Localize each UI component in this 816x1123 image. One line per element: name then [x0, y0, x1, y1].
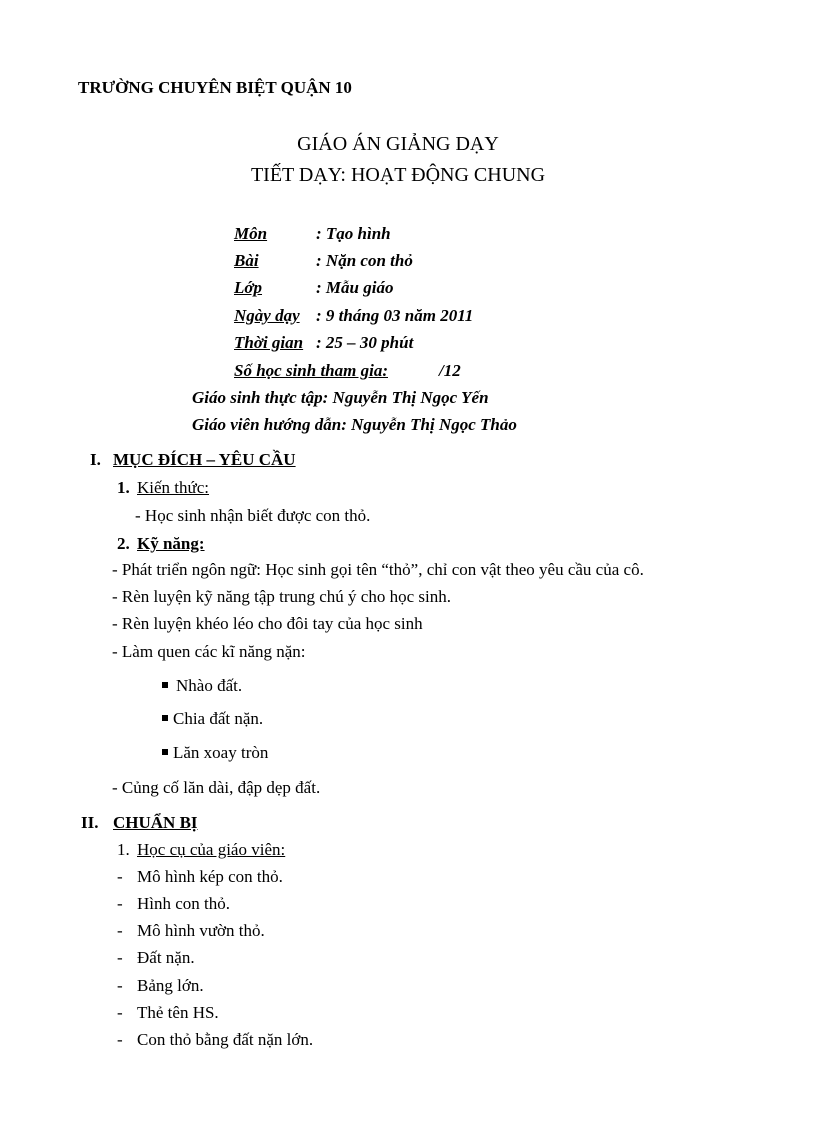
skill-line: - Làm quen các kĩ năng nặn: [112, 642, 306, 661]
list-item-text: Thẻ tên HS. [137, 1003, 219, 1022]
page-subtitle: TIẾT DẠY: HOẠT ĐỘNG CHUNG [250, 164, 546, 186]
subsection-knowledge [117, 478, 417, 500]
section-1-heading [90, 450, 490, 472]
section-2-heading [81, 813, 481, 835]
subsection-skills [117, 534, 417, 556]
subsection-number: 2. [117, 534, 130, 553]
list-item: - Bảng lớn. [117, 976, 204, 995]
list-item: - Thẻ tên HS. [117, 1003, 219, 1022]
list-item: - Mô hình vườn thỏ. [117, 921, 265, 940]
info-label: Môn [234, 224, 268, 243]
skill-line: - Rèn luyện khéo léo cho đôi tay của học sinh [112, 614, 423, 633]
list-item: - Con thỏ bằng đất nặn lớn. [117, 1030, 314, 1049]
skill-bullet-item: Nhào đất. [176, 676, 243, 695]
section-number: I. [90, 450, 101, 469]
info-row-lesson [0, 251, 816, 271]
subsection-number: 1. [117, 478, 130, 497]
list-item-text: Đất nặn. [137, 948, 195, 967]
info-label: Thời gian [234, 333, 304, 352]
section-title: CHUẨN BỊ [113, 813, 198, 832]
info-label: Ngày dạy [234, 306, 300, 325]
square-bullet-icon [162, 749, 168, 755]
info-value: : Mẫu giáo [316, 278, 394, 297]
skill-line: - Phát triển ngôn ngữ: Học sinh gọi tên “thỏ”, chỉ con vật theo yêu cầu của cô. [112, 560, 644, 579]
info-value: : Nặn con thỏ [316, 251, 413, 270]
subsection-title: Kiến thức: [137, 478, 210, 497]
list-item-text: Mô hình vườn thỏ. [137, 921, 265, 940]
subsection-teacher-materials [117, 840, 417, 862]
info-label: Bài [234, 251, 259, 270]
school-name: TRƯỜNG CHUYÊN BIỆT QUẬN 10 [78, 78, 352, 97]
list-item: - Đất nặn. [117, 948, 195, 967]
guide-teacher: Giáo viên hướng dẫn: Nguyễn Thị Ngọc Thảo [192, 415, 517, 434]
page-title: GIÁO ÁN GIẢNG DẠY [297, 133, 499, 155]
info-value: /12 [439, 361, 461, 380]
section-number: II. [81, 813, 99, 832]
info-row-date [0, 306, 816, 326]
skill-bullet-item: Lăn xoay tròn [173, 743, 269, 762]
info-row-duration [0, 333, 816, 353]
subsection-title: Học cụ của giáo viên: [137, 840, 286, 859]
info-value: : 9 tháng 03 năm 2011 [316, 306, 474, 325]
info-row-subject [0, 224, 816, 244]
student-teacher: Giáo sinh thực tập: Nguyễn Thị Ngọc Yến [192, 388, 489, 407]
skill-line: - Rèn luyện kỹ năng tập trung chú ý cho học sinh. [112, 587, 451, 606]
info-row-class [0, 278, 816, 298]
list-item-text: Hình con thỏ. [137, 894, 231, 913]
section-title: MỤC ĐÍCH – YÊU CẦU [113, 450, 296, 469]
subsection-number: 1. [117, 840, 130, 859]
subsection-title: Kỹ năng: [137, 534, 205, 553]
skill-line: - Củng cố lăn dài, đập dẹp đất. [112, 778, 321, 797]
info-value: : Tạo hình [316, 224, 391, 243]
list-item: - Mô hình kép con thỏ. [117, 867, 283, 886]
skill-bullet-item: Chia đất nặn. [173, 709, 264, 728]
list-item: - Hình con thỏ. [117, 894, 231, 913]
list-item-text: Mô hình kép con thỏ. [137, 867, 283, 886]
list-item-text: Con thỏ bằng đất nặn lớn. [137, 1030, 314, 1049]
square-bullet-icon [162, 682, 168, 688]
square-bullet-icon [162, 715, 168, 721]
info-row-students [0, 361, 816, 381]
info-value: : 25 – 30 phút [316, 333, 414, 352]
list-item-text: Bảng lớn. [137, 976, 204, 995]
knowledge-item: - Học sinh nhận biết được con thỏ. [135, 506, 371, 525]
info-label: Số học sinh tham gia: [234, 361, 388, 380]
info-label: Lớp [234, 278, 263, 297]
